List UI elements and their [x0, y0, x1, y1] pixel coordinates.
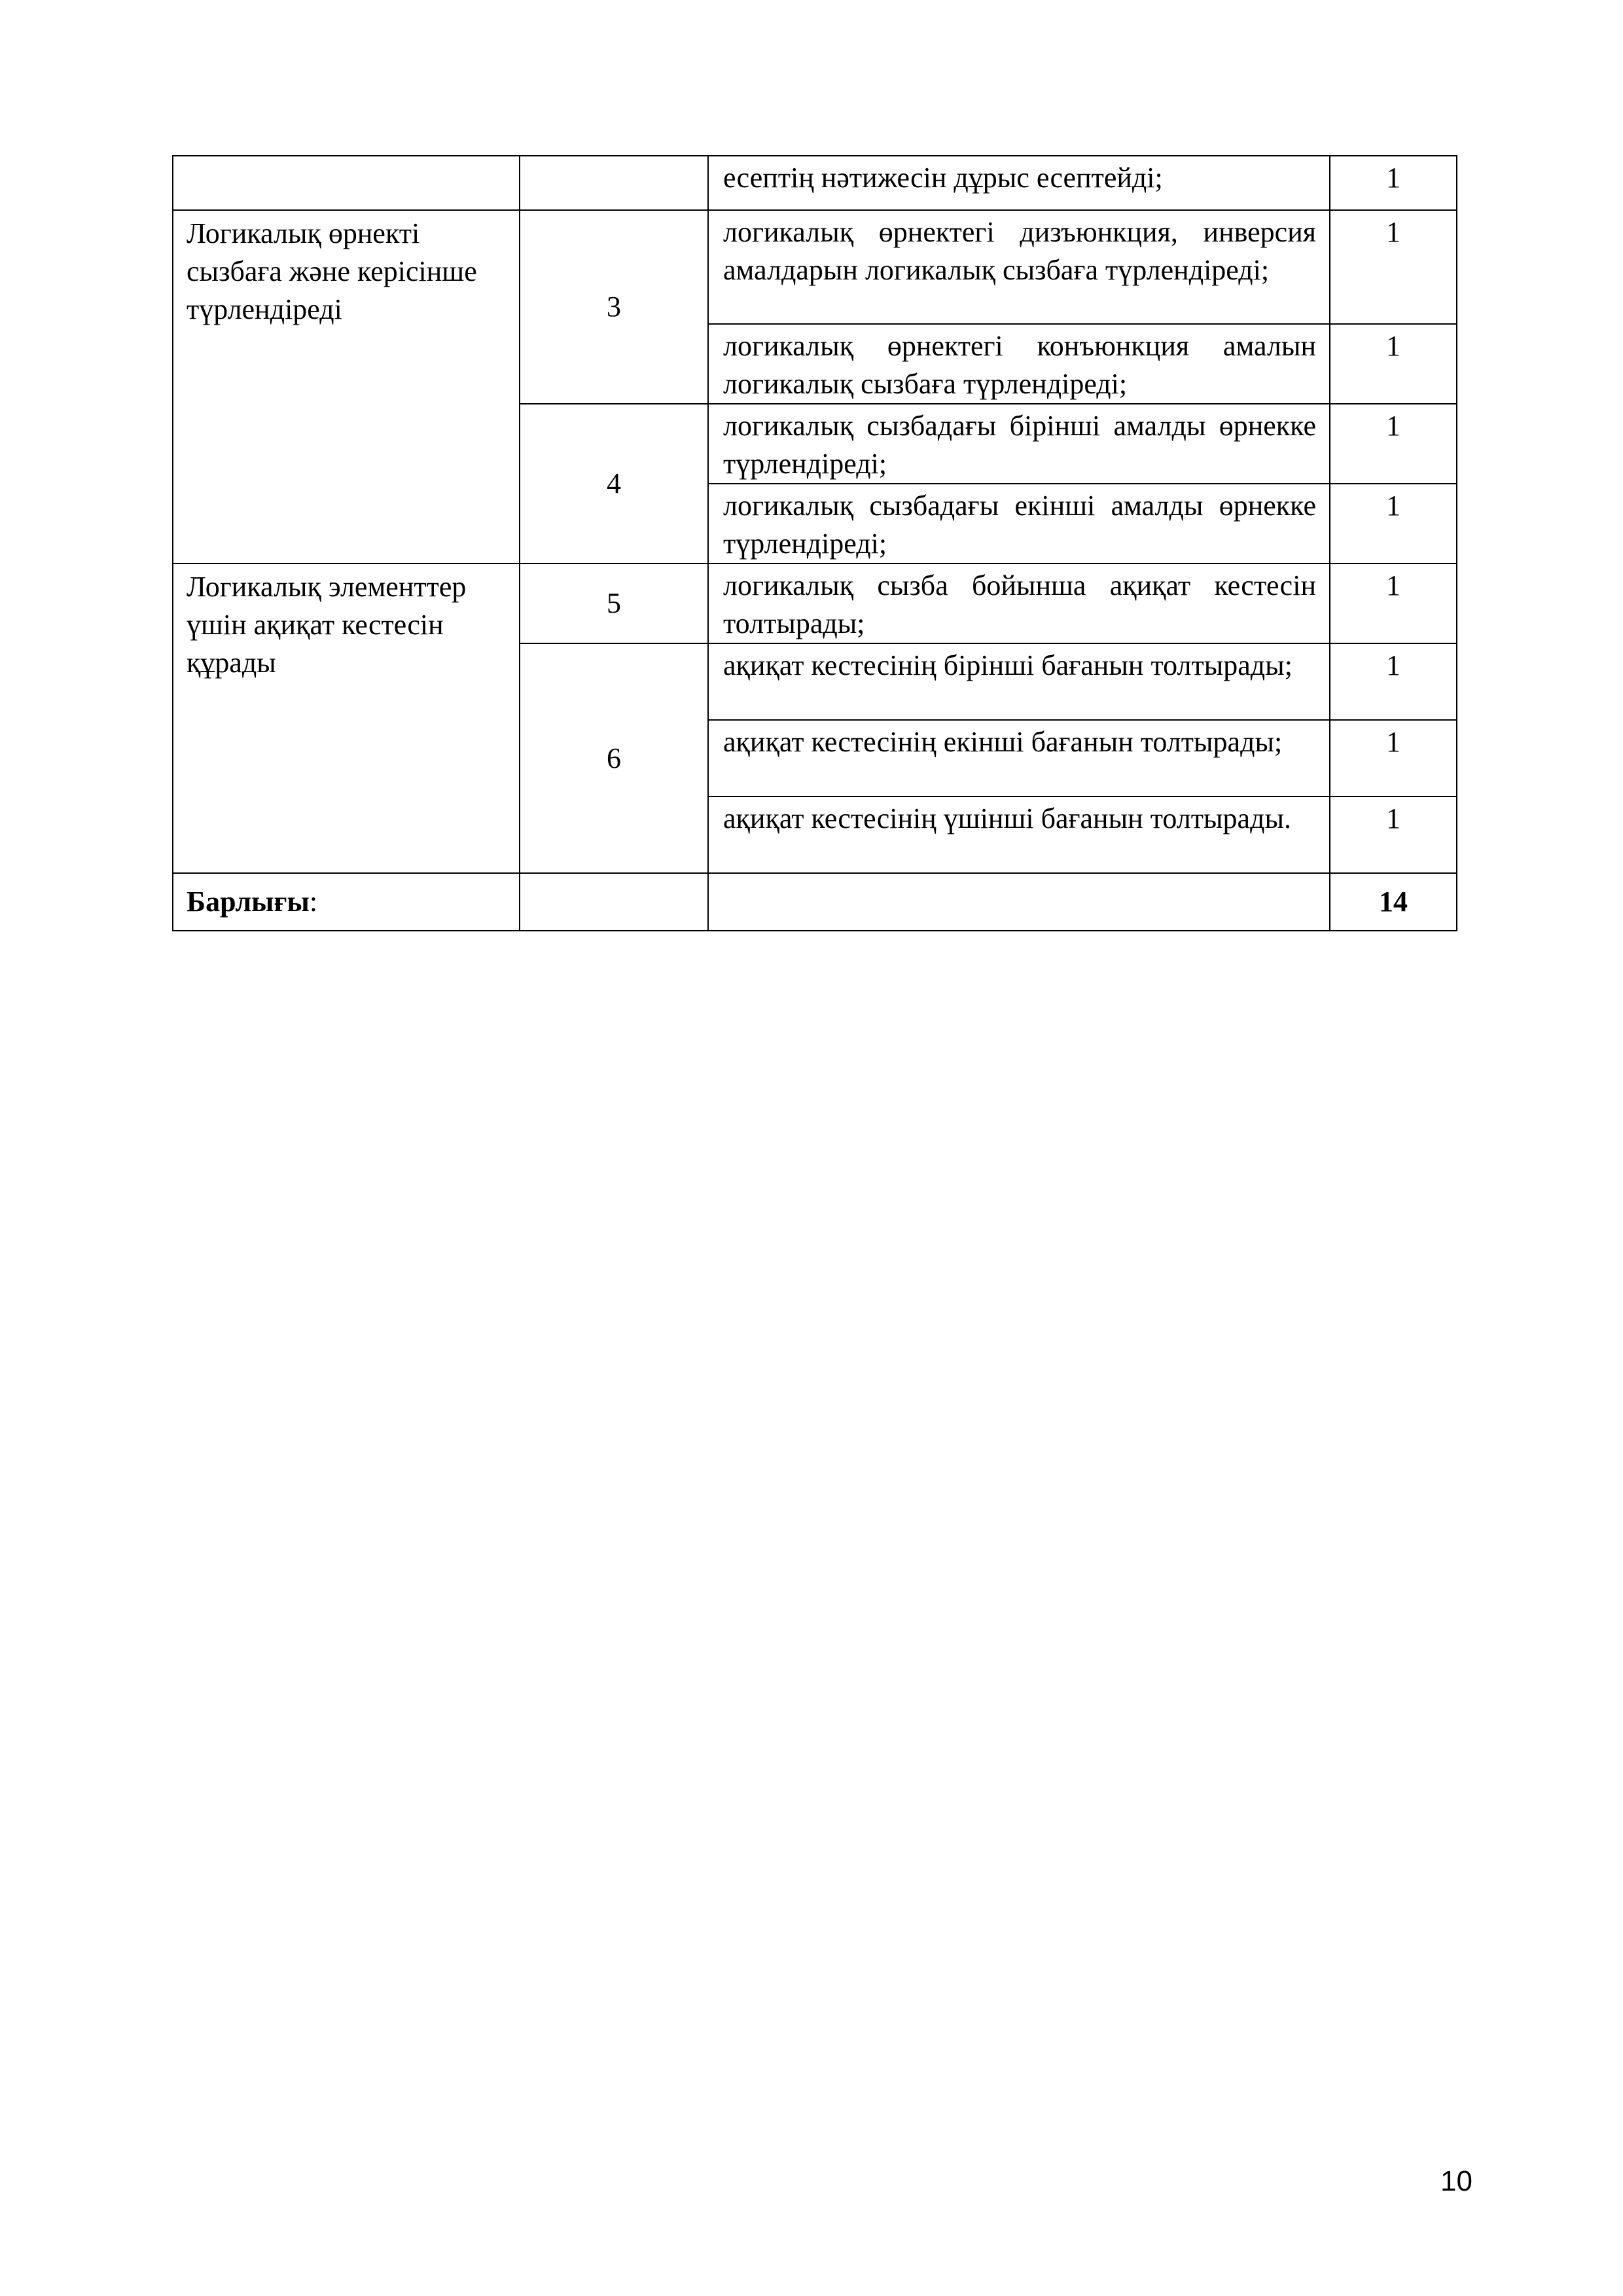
learning-goal-cell: Логикалық өрнекті сызбаға және керісінше түрлендіреді — [173, 210, 520, 564]
descriptor-cell: есептің нәтижесін дұрыс есептейді; — [708, 156, 1330, 210]
learning-goal-cell: Логикалық элементтер үшін ақиқат кестесін құрады — [173, 564, 520, 873]
task-number-cell: 5 — [520, 564, 708, 643]
task-number-cell: 6 — [520, 643, 708, 873]
descriptor-cell: ақиқат кестесінің екінші бағанын толтырады; — [708, 720, 1330, 797]
total-score-cell: 14 — [1330, 873, 1457, 931]
score-cell: 1 — [1330, 643, 1457, 720]
descriptor-cell: логикалық сызба бойынша ақиқат кестесін толтырады; — [708, 564, 1330, 643]
total-empty-cell — [708, 873, 1330, 931]
total-row — [173, 873, 1457, 931]
total-label: Барлығы — [187, 886, 310, 918]
descriptor-cell: логикалық сызбадағы екінші амалды өрнекке түрлендіреді; — [708, 484, 1330, 564]
table-row — [173, 210, 1457, 324]
total-empty-cell — [520, 873, 708, 931]
table-row — [173, 156, 1457, 210]
task-number-cell: 3 — [520, 210, 708, 404]
task-number-cell — [520, 156, 708, 210]
score-cell: 1 — [1330, 324, 1457, 404]
score-cell: 1 — [1330, 156, 1457, 210]
total-label-colon: : — [309, 886, 318, 918]
page-number: 10 — [1440, 2165, 1472, 2197]
score-cell: 1 — [1330, 720, 1457, 797]
descriptor-cell: ақиқат кестесінің үшінші бағанын толтырады. — [708, 797, 1330, 873]
score-cell: 1 — [1330, 484, 1457, 564]
learning-goal-cell — [173, 156, 520, 210]
score-cell: 1 — [1330, 564, 1457, 643]
descriptor-cell: ақиқат кестесінің бірінші бағанын толтырады; — [708, 643, 1330, 720]
descriptor-cell: логикалық өрнектегі конъюнкция амалын логикалық сызбаға түрлендіреді; — [708, 324, 1330, 404]
descriptor-cell: логикалық өрнектегі дизъюнкция, инверсия амалдарын логикалық сызбаға түрлендіреді; — [708, 210, 1330, 324]
table-row — [173, 564, 1457, 643]
score-cell: 1 — [1330, 210, 1457, 324]
score-cell: 1 — [1330, 797, 1457, 873]
descriptor-cell: логикалық сызбадағы бірінші амалды өрнекке түрлендіреді; — [708, 404, 1330, 484]
assessment-criteria-table — [172, 155, 1457, 931]
task-number-cell: 4 — [520, 404, 708, 564]
total-label-cell — [173, 873, 520, 931]
score-cell: 1 — [1330, 404, 1457, 484]
